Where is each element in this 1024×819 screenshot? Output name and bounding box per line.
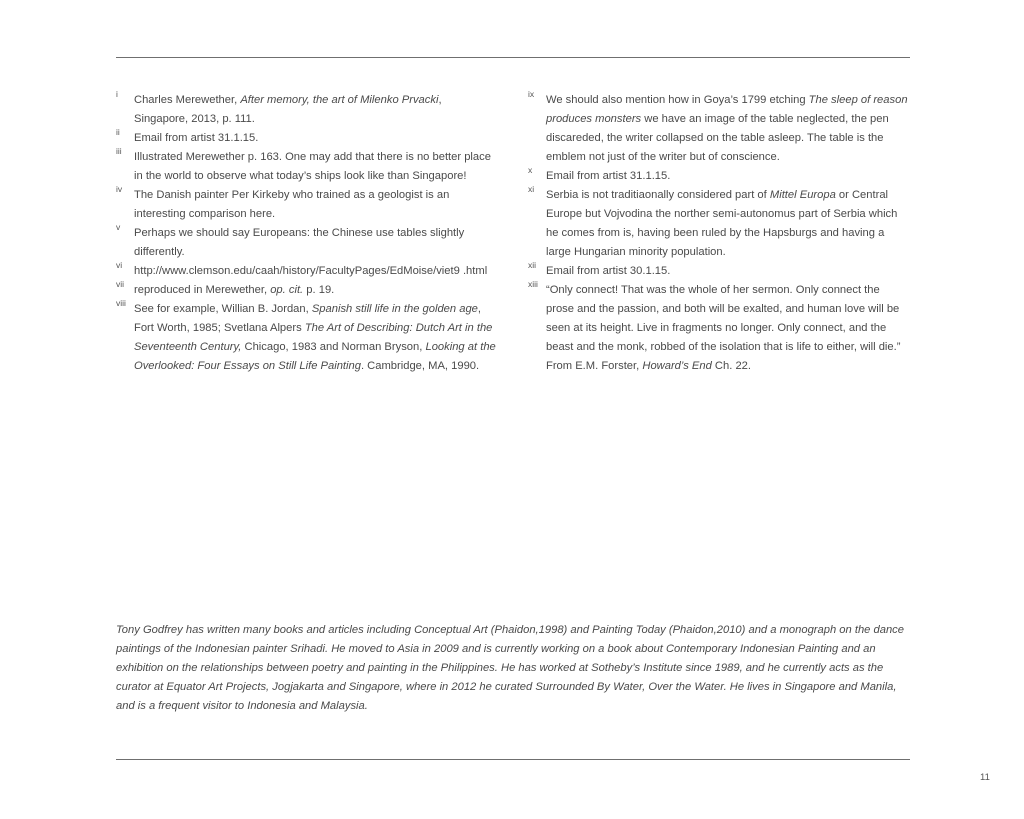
footnote-text-segment: we have an image of the table neglected, the pen discareded, the writer collapsed on the table asleep. The table is the emblem not just of the writer but of conscience. <box>546 113 889 163</box>
footnote-italic-title: The Art of Describing: Dutch Art in the Seventeenth Century, <box>134 322 493 353</box>
footnote <box>116 281 496 300</box>
footnote-marker: v <box>116 222 121 232</box>
footnote-italic-title: Spanish still life in the golden age <box>311 303 478 315</box>
footnote-text-segment: Charles Merewether, <box>134 94 241 106</box>
footnote-text-segment: Perhaps we should say Europeans: the Chinese use tables slightly differently. <box>134 227 465 258</box>
footnote <box>116 186 496 224</box>
footnote-italic-title: The sleep of reason produces monsters <box>546 94 908 125</box>
footnote <box>528 186 908 262</box>
footnote-marker: vi <box>116 260 123 270</box>
footnote-text-segment: p. 19. <box>303 284 335 296</box>
footnote-text-segment: Illustrated Merewether p. 163. One may add that there is no better place in the world to observe what today’s ships look like than Singapore! <box>134 151 491 182</box>
footnote <box>528 91 908 167</box>
footnote-text-segment: , Fort Worth, 1985; Svetlana Alpers <box>134 303 482 334</box>
footnote-text <box>546 94 908 163</box>
author-bio: Tony Godfrey has written many books and articles including Conceptual Art (Phaidon,1998) and Painting Today (Phaidon,2010) and a monograph on the dance paintings of the Indonesian painter Srihadi. He moved to Asia in 2009 and is currently working on a book about Contemporary Indonesian Painting and an exhibition on the relationships between poetry and painting in the Philippines. He has worked at Sotheby’s Institute since 1989, and he currently acts as the curator at Equator Art Projects, Jogjakarta and Singapore, where in 2012 he curated Surrounded By Water, Over the Water. He lives in Singapore and Manila, and is a frequent visitor to Indonesia and Malaysia. <box>116 624 904 712</box>
footnote <box>116 148 496 186</box>
footnote-text-segment: Ch. 22. <box>711 360 751 372</box>
footnote-marker: ii <box>116 127 120 137</box>
footnote <box>116 262 496 281</box>
footnote-italic-title: Howard’s End <box>642 360 712 372</box>
footnote-text-segment: “Only connect! That was the whole of her sermon. Only connect the prose and the passion, and both will be exalted, and human love will be seen at its height. Live in fragments no longer. Only connect, and the beast and the monk, robbed of the isolation that is life to either, will die.” From E.M. Forster, <box>546 284 901 372</box>
footnote-marker: xiii <box>528 279 538 289</box>
footnote-text-segment: We should also mention how in Goya’s 1799 etching <box>546 94 809 106</box>
footnote-text-segment: or Central Europe but Vojvodina the norther semi-autonomus part of Serbia which he comes from is, having been ruled by the Hapsburgs and having a large Hungarian minority population. <box>546 189 898 258</box>
footnote-marker: xi <box>528 184 535 194</box>
footnote-text-segment: reproduced in Merewether, <box>134 284 271 296</box>
page-number: 11 <box>980 772 990 783</box>
footnote-text <box>134 94 442 125</box>
footnote-text <box>546 170 670 182</box>
footnote <box>116 300 496 376</box>
footnote-marker: x <box>528 165 533 175</box>
footnote-text-segment: The Danish painter Per Kirkeby who trained as a geologist is an interesting comparison here. <box>134 189 450 220</box>
footnote-text <box>134 227 464 258</box>
footnote-text <box>134 189 449 220</box>
bottom-rule <box>116 759 910 760</box>
footnote-marker: ix <box>528 89 535 99</box>
footnote <box>116 129 496 148</box>
footnote-marker: i <box>116 89 118 99</box>
footnote-text <box>134 265 487 277</box>
footnote-text-segment: . Cambridge, MA, 1990. <box>360 360 480 372</box>
footnote-text <box>134 284 334 296</box>
footnote-marker: iii <box>116 146 122 156</box>
footnote-italic-title: After memory, the art of Milenko Prvacki <box>240 94 439 106</box>
footnote <box>528 167 908 186</box>
footnote-italic-title: Looking at the Overlooked: Four Essays on Still Life Painting <box>134 341 496 372</box>
footnote-text <box>546 284 900 372</box>
footnote-text <box>134 132 258 144</box>
footnote-marker: vii <box>116 279 125 289</box>
footnote-text-segment: http://www.clemson.edu/caah/history/FacultyPages/EdMoise/viet9 .html <box>134 265 488 277</box>
footnote-marker: xii <box>528 260 537 270</box>
footnote-text-segment: Serbia is not traditiaonally considered part of <box>546 189 770 201</box>
footnote-text <box>546 189 897 258</box>
footnote-text <box>134 151 491 182</box>
footnote-text-segment: See for example, Willian B. Jordan, <box>134 303 312 315</box>
footnote-marker: viii <box>116 298 126 308</box>
footnote-text-segment: Email from artist 30.1.15. <box>546 265 671 277</box>
footnote-italic-title: op. cit. <box>270 284 304 296</box>
footnote-marker: iv <box>116 184 123 194</box>
footnote-text-segment: , Singapore, 2013, p. 111. <box>134 94 442 125</box>
footnote <box>116 91 496 129</box>
footnote-text <box>134 303 496 372</box>
footnote-text-segment: Email from artist 31.1.15. <box>546 170 671 182</box>
footnote <box>528 281 908 376</box>
footnote <box>116 224 496 262</box>
footnote-text-segment: Chicago, 1983 and Norman Bryson, <box>241 341 426 353</box>
footnotes-left-column <box>116 91 496 376</box>
top-rule <box>116 57 910 58</box>
footnotes-right-column <box>528 91 908 376</box>
footnote <box>528 262 908 281</box>
footnote-italic-title: Mittel Europa <box>769 189 836 201</box>
footnote-text-segment: Email from artist 31.1.15. <box>134 132 259 144</box>
footnote-text <box>546 265 670 277</box>
